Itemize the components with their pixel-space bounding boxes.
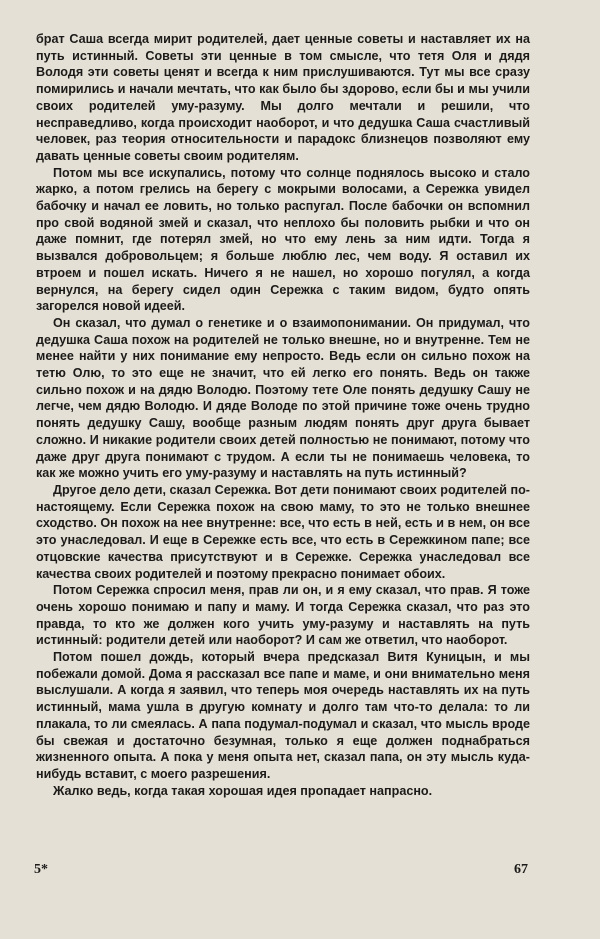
paragraph: Жалко ведь, когда такая хорошая идея пропадает напрасно. xyxy=(53,783,433,798)
paragraph: Потом мы все искупались, потому что солнце поднялось высоко и стало жарко, а потом грелись на берегу с мокрыми волосами, а Сережка увидел бабочку и начал ее ловить, но только распугал. После бабочки он вспомнил про свой водяной змей и сказал, что неплохо бы половить рыбки и что он даже помнит, где потерял змей, но что ему лень за ним идти. Тогда я вызвался добровольцем; я больше люблю лес, чем воду. Я оставил их втроем и пошел искать. Ничего я не нашел, но хорошо погулял, а когда вернулся, на берегу сидел один Сережка с таким видом, будто опять загорелся новой идеей. xyxy=(36,165,530,314)
paragraph: Потом Сережка спросил меня, прав ли он, и я ему сказал, что прав. Я тоже очень хорошо понимаю и папу и маму. И тогда Сережка сказал, что раз это правда, то кто же должен кого учить уму-разуму и наставлять на путь истинный: родители детей или наоборот? И сам же ответил, что наоборот. xyxy=(36,583,530,648)
page-number: 67 xyxy=(514,862,528,877)
paragraph: Другое дело дети, сказал Сережка. Вот дети понимают своих родителей по-настоящему. Если Сережка похож на свою маму, то это не только внешнее сходство. Он похож на нее внутренне: все, что есть в ней, есть и в нем, он все это унаследовал. И еще в Сережке есть все, что есть в Сережкином папе; все отцовские качества присутствуют и в Сережке. Сережка унаследовал все качества своих родителей и поэтому прекрасно понимает обоих. xyxy=(36,482,530,581)
signature-mark: 5* xyxy=(34,862,48,877)
paragraph: Потом пошел дождь, который вчера предсказал Витя Куницын, и мы побежали домой. Дома я рассказал все папе и маме, и они внимательно меня выслушали. А когда я заявил, что теперь моя очередь наставлять их на путь истинный, мама ушла в другую комнату и долго там что-то делала: то ли плакала, то ли смеялась. А папа подумал-подумал и сказал, что мысль вроде бы свежая и достаточно безумная, только я еще должен поднабраться жизненного опыта. А пока у меня опыта нет, сказал папа, он эту мысль куда-нибудь вставит, с моего разрешения. xyxy=(36,650,530,781)
paragraph: Он сказал, что думал о генетике и о взаимопонимании. Он придумал, что дедушка Саша похож на родителей не только внешне, но и внутренне. Тем не менее найти у них понимание ему непросто. Ведь если он сильно похож на тетю Олю, то это еще не значит, что ей легко его понять. Ведь он также сильно похож и на дядю Володю. Поэтому тете Оле понять дедушку Сашу не легче, чем дядю Володю. И дяде Володе по этой причине тоже очень трудно понять дедушку Сашу, вообще разным людям понять друг друга бывает сложно. И никакие родители своих детей полностью не понимают, потому что даже друг друга понимают с трудом. А если ты не понимаешь человека, то как же можно учить его уму-разуму и наставлять на путь истинный? xyxy=(36,315,530,481)
paragraph: брат Саша всегда мирит родителей, дает ценные советы и наставляет их на путь истинный. Советы эти ценные в том смысле, что тетя Оля и дядя Володя эти советы ценят и всегда к ним прислушиваются. Тут мы все сразу помирились и начали мечтать, что как было бы здорово, если бы и мы учили своих родителей уму-разуму. Мы долго мечтали и решили, что несправедливо, когда происходит наоборот, и что дедушка Саша счастливый человек, раз теория относительности и парадокс близнецов позволяют ему давать ценные советы своим родителям. xyxy=(36,32,530,163)
main-text xyxy=(36,31,530,799)
